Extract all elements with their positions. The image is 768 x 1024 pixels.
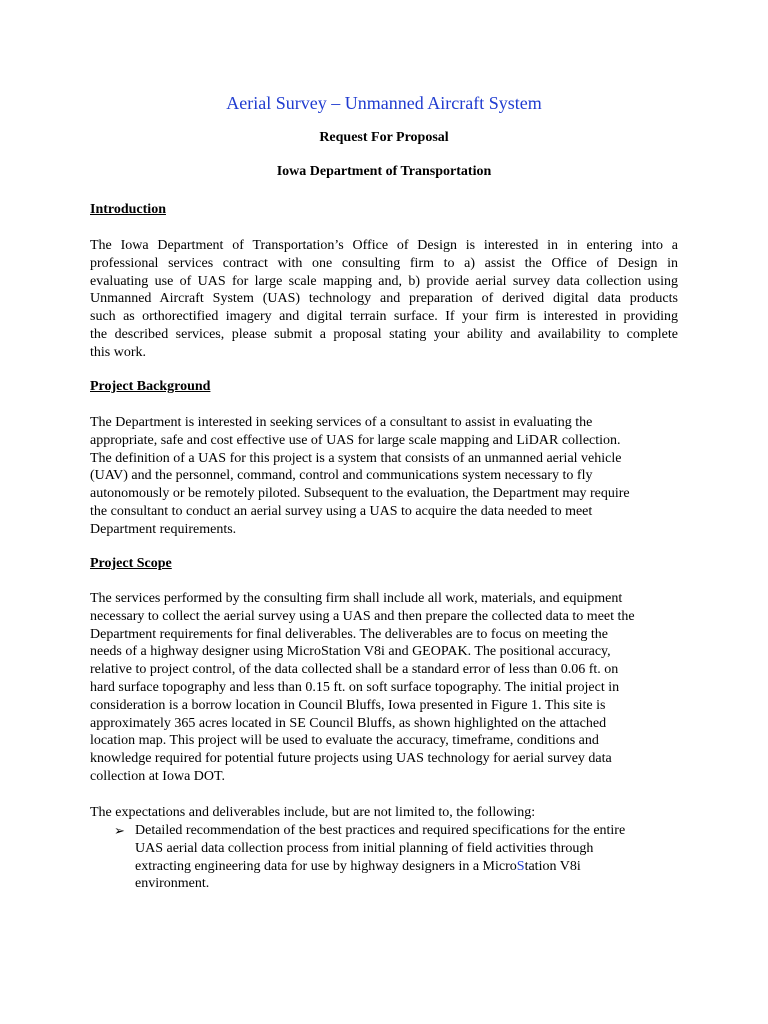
scope-heading: Project Scope bbox=[90, 556, 172, 571]
paragraph-line: Department requirements for final deliverables. The deliverables are to focus on meeting the bbox=[90, 626, 608, 642]
paragraph-line: The services performed by the consulting firm shall include all work, materials, and equipment bbox=[90, 591, 623, 606]
paragraph-line: consideration is a borrow location in Council Bluffs, Iowa presented in Figure 1. This site is bbox=[90, 697, 606, 713]
background-paragraph bbox=[90, 414, 678, 539]
highlighted-letter: S bbox=[516, 858, 525, 874]
list-item-line: UAS aerial data collection process from initial planning of field activities through bbox=[135, 840, 594, 856]
paragraph-line: autonomously or be remotely piloted. Subsequent to the evaluation, the Department may require bbox=[90, 486, 630, 502]
paragraph-line: professional services contract with one consulting firm to a) assist the Office of Design in bbox=[90, 255, 678, 271]
paragraph-line: relative to project control, of the data collected shall be a standard error of less than 0.06 ft. on bbox=[90, 662, 619, 678]
paragraph-line: the consultant to conduct an aerial survey using a UAS to acquire the data needed to meet bbox=[90, 503, 593, 519]
scope-paragraph bbox=[90, 590, 678, 786]
paragraph-line: The definition of a UAS for this project is a system that consists of an unmanned aerial vehicle bbox=[90, 450, 622, 466]
paragraph-line: collection at Iowa DOT. bbox=[90, 768, 226, 784]
background-heading: Project Background bbox=[90, 379, 211, 394]
paragraph-line: hard surface topography and less than 0.15 ft. on soft surface topography. The initial project in bbox=[90, 679, 620, 695]
paragraph-line: the described services, please submit a proposal stating your ability and availability to complete bbox=[90, 326, 678, 342]
list-item-text-tail: tation V8i bbox=[524, 858, 581, 874]
document-subtitle: Request For Proposal bbox=[319, 130, 449, 145]
paragraph-line: this work. bbox=[90, 344, 146, 360]
introduction-paragraph bbox=[90, 237, 678, 362]
paragraph-line: knowledge required for potential future projects using UAS technology for aerial survey data bbox=[90, 751, 612, 767]
paragraph-line: evaluating use of UAS for large scale mapping and, b) provide aerial survey data collection using bbox=[90, 273, 678, 289]
paragraph-line: The Iowa Department of Transportation’s Office of Design is interested in in entering into a bbox=[90, 238, 678, 253]
paragraph-line: Department requirements. bbox=[90, 521, 237, 537]
list-item-line: environment. bbox=[135, 876, 210, 892]
arrow-bullet-icon: ➢ bbox=[114, 823, 125, 838]
list-item-text: extracting engineering data for use by highway designers in a Micro bbox=[135, 858, 517, 874]
list-item bbox=[135, 822, 695, 893]
list-item-line bbox=[135, 858, 695, 876]
expectations-intro: The expectations and deliverables include, but are not limited to, the following: bbox=[90, 805, 536, 820]
document-title: Aerial Survey – Unmanned Aircraft System bbox=[226, 93, 542, 113]
paragraph-line: needs of a highway designer using MicroStation V8i and GEOPAK. The positional accuracy, bbox=[90, 644, 611, 660]
paragraph-line: approximately 365 acres located in SE Council Bluffs, as shown highlighted on the attached bbox=[90, 715, 607, 731]
list-item-line: Detailed recommendation of the best practices and required specifications for the entire bbox=[135, 823, 626, 838]
agency-name: Iowa Department of Transportation bbox=[276, 164, 492, 179]
paragraph-line: appropriate, safe and cost effective use of UAS for large scale mapping and LiDAR collection. bbox=[90, 432, 621, 448]
paragraph-line: Unmanned Aircraft System (UAS) technology and preparation of derived digital data products bbox=[90, 291, 678, 307]
paragraph-line: such as orthorectified imagery and digital terrain surface. If your firm is interested in providing bbox=[90, 309, 678, 325]
paragraph-line: (UAV) and the personnel, command, control and communications system necessary to fly bbox=[90, 468, 593, 484]
paragraph-line: necessary to collect the aerial survey using a UAS and then prepare the collected data to meet the bbox=[90, 608, 635, 624]
paragraph-line: location map. This project will be used to evaluate the accuracy, timeframe, conditions and bbox=[90, 733, 599, 749]
introduction-heading: Introduction bbox=[90, 202, 166, 217]
paragraph-line: The Department is interested in seeking services of a consultant to assist in evaluating the bbox=[90, 415, 593, 430]
